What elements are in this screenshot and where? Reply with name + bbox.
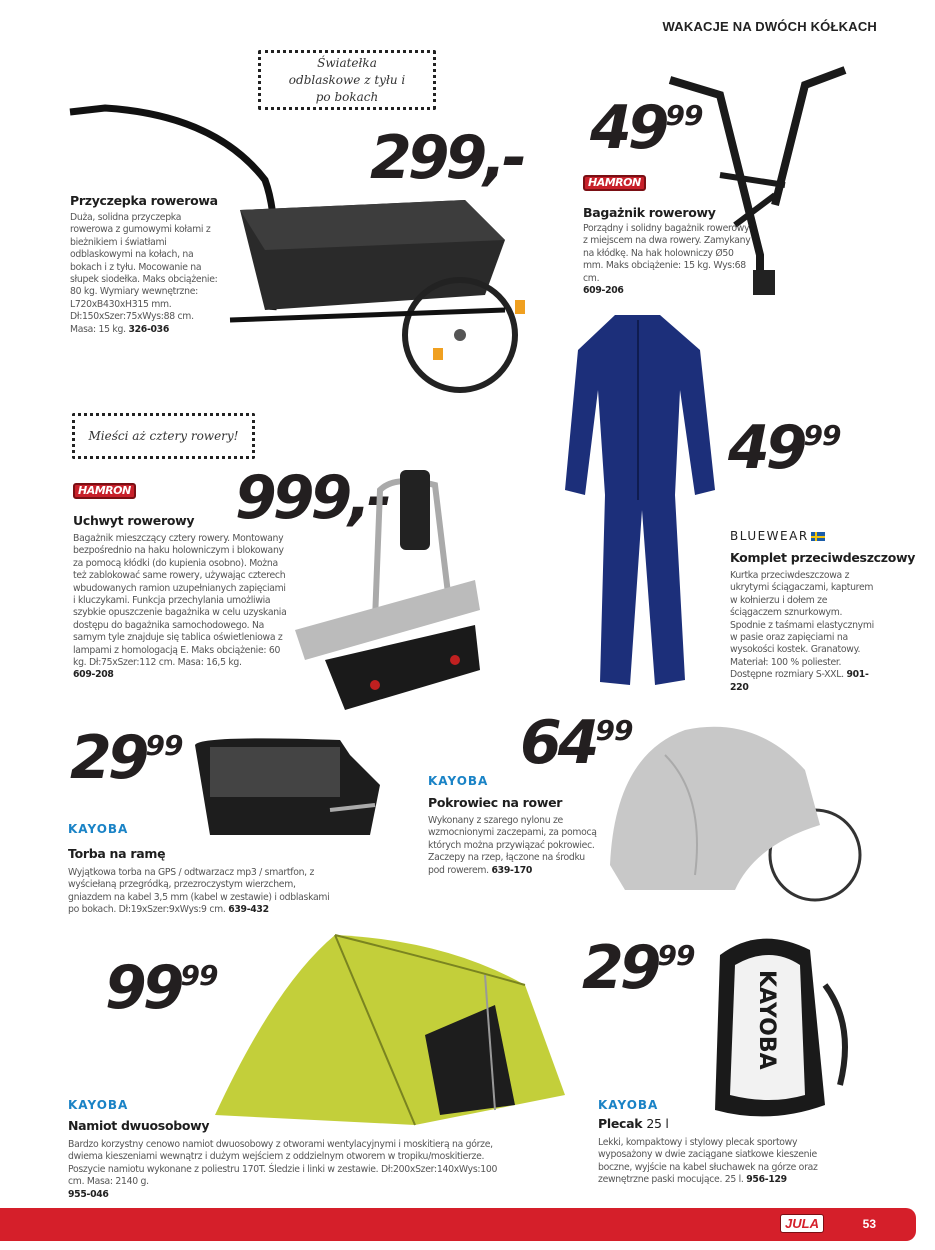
product-code: 609-208 [73, 669, 114, 681]
product-title: Komplet przeciwdeszczowy [730, 550, 916, 565]
footer-bar [0, 1208, 916, 1241]
bike-rack-image [285, 460, 485, 715]
product-code: 955-046 [68, 1188, 109, 1200]
product-title: Pokrowiec na rower [428, 795, 563, 810]
bike-cover-image [605, 715, 865, 905]
product-title: Bagażnik rowerowy [583, 205, 716, 220]
product-code: 639-432 [228, 904, 269, 916]
tent-image [195, 925, 585, 1130]
callout-rack [72, 413, 255, 459]
price-main: 299,- [370, 123, 523, 193]
product-title: Torba na ramę [68, 846, 166, 861]
callout-text: Mieści aż cztery rowery! [88, 428, 239, 443]
product-description: Wyjątkowa torba na GPS / odtwarzacz mp3 / smartfon, z wyściełaną przegródką, przezroczystym wierzchem, gniazdem na kabel 3,5 mm (kabel w zestawie) i odblaskami po bokach. Dł:19xSzer:9xWys:9 cm. 639-432 [68, 867, 330, 916]
brand-logo-kayoba: KAYOBA [598, 1098, 659, 1112]
product-description: Bardzo korzystny cenowo namiot dwuosobowy z otworami wentylacyjnymi i moskitierą na górze, dwiema kieszeniami wewnątrz i dużym wejściem z oddzielnym otworem w tropiku/moskitierze. Poszycie namiotu wykonane z poliestru 170T. Śledzie i linki w zestawie. Dł:200xSzer:140xWys:100 cm. Masa: 2140 g. 955-046 [68, 1139, 498, 1200]
brand-logo-kayoba: KAYOBA [428, 774, 489, 788]
section-title: WAKACJE NA DWÓCH KÓŁKACH [662, 19, 877, 34]
page-number: 53 [862, 1217, 876, 1231]
callout-text: Światełka odblaskowe z tyłu i po bokach [288, 55, 406, 104]
product-title: Plecak 25 l [598, 1116, 669, 1131]
product-code: 609-206 [583, 285, 624, 297]
brand-logo-hamron: HAMRON [73, 483, 136, 499]
product-description: Duża, solidna przyczepka rowerowa z gumowymi kołami z bieżnikiem i światłami odblaskowymi na kołach, na bokach i z tyłu. Mocowanie na słupek siodełka. Maks obciążenie: 80 kg. Wymiary wewnętrzne: L720xB430xH315 mm. Dł:150xSzer:75xWys:88 cm. Masa: 15 kg. 326-036 [70, 212, 218, 335]
product-title: Przyczepka rowerowa [70, 193, 218, 208]
brand-logo-kayoba: KAYOBA [68, 822, 129, 836]
product-code: 326-036 [128, 323, 170, 335]
jula-logo: JULA [780, 1214, 824, 1233]
brand-logo-bluewear: BLUEWEAR [730, 529, 825, 543]
product-code: 956-129 [746, 1174, 787, 1186]
product-description: Bagażnik mieszczący cztery rowery. Montowany bezpośrednio na haku holowniczym i blokowany za pomocą kłódki (do kupienia osobno). Można też zablokować same rowery, używając czterech wbudowanych ramion uzupełnianych zapięciami i kluczykami. Funkcja przechylania umożliwia szybkie opuszczenie bagażnika w celu uzyskania dostępu do bagażnika samochodowego. Na samym tyle znajduje się tablica oświetleniowa z lampami z homologacją E. Maks obciążenie: 60 kg. Dł:75xSzer:112 cm. Masa: 16,5 kg. 609-208 [73, 533, 287, 681]
frame-bag-image [190, 735, 385, 845]
brand-logo-kayoba: KAYOBA [68, 1098, 129, 1112]
product-description: Lekki, kompaktowy i stylowy plecak sportowy wyposażony w dwie zaciągane siatkowe kieszenie boczne, wyjście na kabel słuchawek na górze oraz zewnętrzne paski mocujące. 25 l. 956-129 [598, 1137, 818, 1186]
product-description: Porządny i solidny bagażnik rowerowy z miejscem na dwa rowery. Zamykany na kłódkę. Na hak holowniczy Ø50 mm. Maks obciążenie: 15 kg. Wys:68 cm. 609-206 [583, 223, 751, 297]
product-code: 639-170 [491, 864, 533, 876]
product-code: 901-220 [730, 669, 869, 693]
price-cover: 6499 [520, 708, 633, 778]
price-backpack: 2999 [582, 933, 695, 1003]
price-rack: 999,- [235, 463, 388, 533]
price-bag: 2999 [70, 723, 183, 793]
backpack-print-text: KAYOBA [754, 970, 779, 1070]
price-raincoat: 4999 [728, 413, 841, 483]
brand-logo-hamron: HAMRON [583, 175, 646, 191]
product-description: Wykonany z szarego nylonu ze wzmocnionymi zaczepami, za pomocą których można przywiązać pokrowiec. Zaczepy na rzep, łączone na środku pod rowerem. 639-170 [428, 815, 597, 876]
swedish-flag-icon [811, 532, 825, 541]
price-tent: 9999 [105, 953, 218, 1023]
product-title: Namiot dwuosobowy [68, 1118, 210, 1133]
backpack-image [690, 925, 865, 1125]
rain-suit-image [560, 310, 720, 695]
product-title: Uchwyt rowerowy [73, 513, 195, 528]
price-carrier: 4999 [590, 93, 703, 163]
product-description: Kurtka przeciwdeszczowa z ukrytymi ściągaczami, kapturem w kołnierzu i dołem ze ściągaczem sznurkowym. Spodnie z taśmami elastycznymi w pasie oraz zapięciami na wysokości kostek. Granatowy. Materiał: 100 % poliester. Dostępne rozmiary S-XXL. 901-220 [730, 570, 874, 693]
